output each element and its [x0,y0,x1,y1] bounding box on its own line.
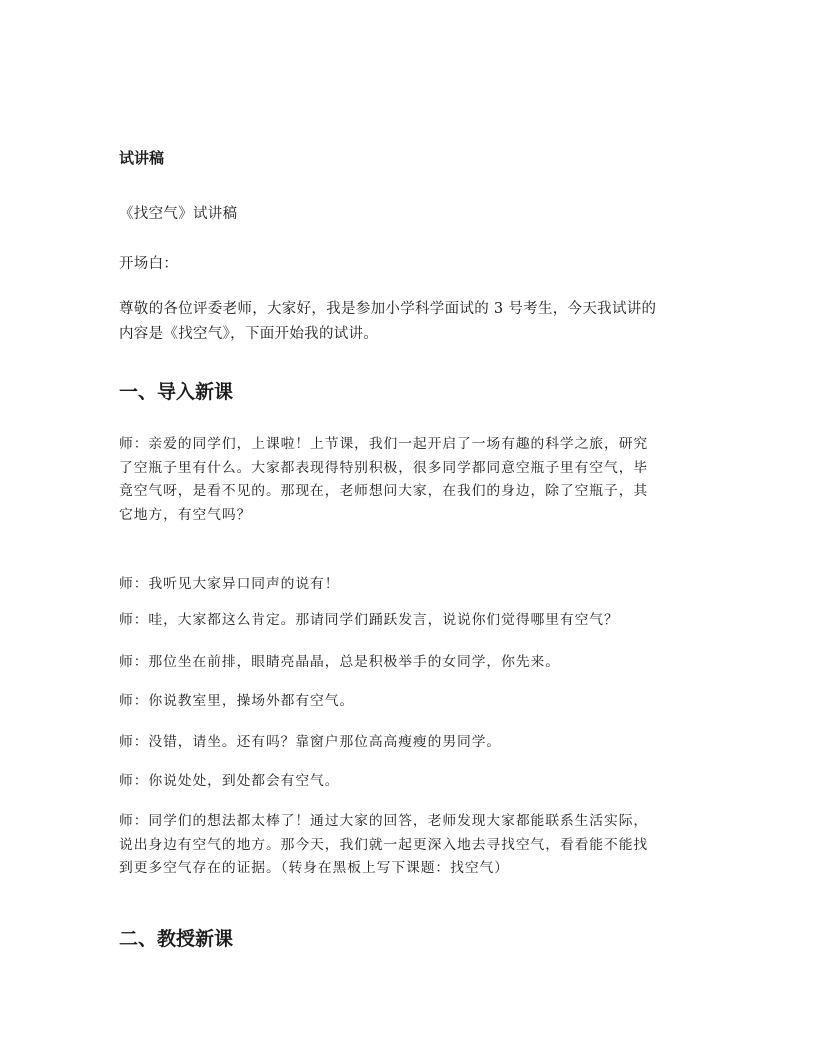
dialog-line: 它地方，有空气吗？ [119,506,252,523]
dialog-line: 师：同学们的想法都太棒了！通过大家的回答，老师发现大家都能联系生活实际， [119,813,649,829]
dialog-paragraph [119,770,699,794]
section-heading-intro: 一、导入新课 [119,381,234,403]
dialog-line: 师：我听见大家异口同声的说有！ [119,576,340,592]
document-title: 试讲稿 [119,149,165,167]
dialog-paragraph [119,690,699,714]
dialog-line: 师：哇，大家都这么肯定。那请同学们踊跃发言，说说你们觉得哪里有空气？ [119,612,619,628]
dialog-line: 师：那位坐在前排，眼睛亮晶晶，总是积极举手的女同学，你先来。 [119,654,560,670]
dialog-line: 到更多空气存在的证据。（转身在黑板上写下课题：找空气） [119,860,509,876]
dialog-paragraph [119,609,699,633]
opening-line: 内容是《找空气》，下面开始我的试讲。 [119,326,379,342]
dialog-paragraph [119,731,699,755]
dialog-line: 竟空气呀，是看不见的。那现在，老师想问大家，在我们的身边，除了空瓶子，其 [119,483,649,499]
dialog-paragraph [119,810,699,881]
section-heading-teaching: 二、教授新课 [119,928,234,950]
dialog-paragraph [119,433,699,527]
dialog-line: 师：你说教室里，操场外都有空气。 [119,693,355,709]
dialog-line: 说出身边有空气的地方。那今天，我们就一起更深入地去寻找空气，看看能不能找 [119,836,649,853]
opening-line: 尊敬的各位评委老师，大家好，我是参加小学科学面试的 3 号考生，今天我试讲的 [119,301,657,317]
dialog-line: 师：你说处处，到处都会有空气。 [119,773,340,789]
dialog-paragraph [119,651,699,675]
opening-paragraph [119,297,699,347]
lesson-title: 《找空气》试讲稿 [119,206,238,222]
dialog-paragraph [119,573,699,597]
dialog-line: 了空瓶子里有什么。大家都表现得特别积极，很多同学都同意空瓶子里有空气，毕 [119,459,649,476]
dialog-line: 师：亲爱的同学们，上课啦！上节课，我们一起开启了一场有趣的科学之旅，研究 [119,436,649,452]
dialog-line: 师：没错，请坐。还有吗？靠窗户那位高高瘦瘦的男同学。 [119,734,502,750]
opening-label: 开场白： [119,256,179,272]
